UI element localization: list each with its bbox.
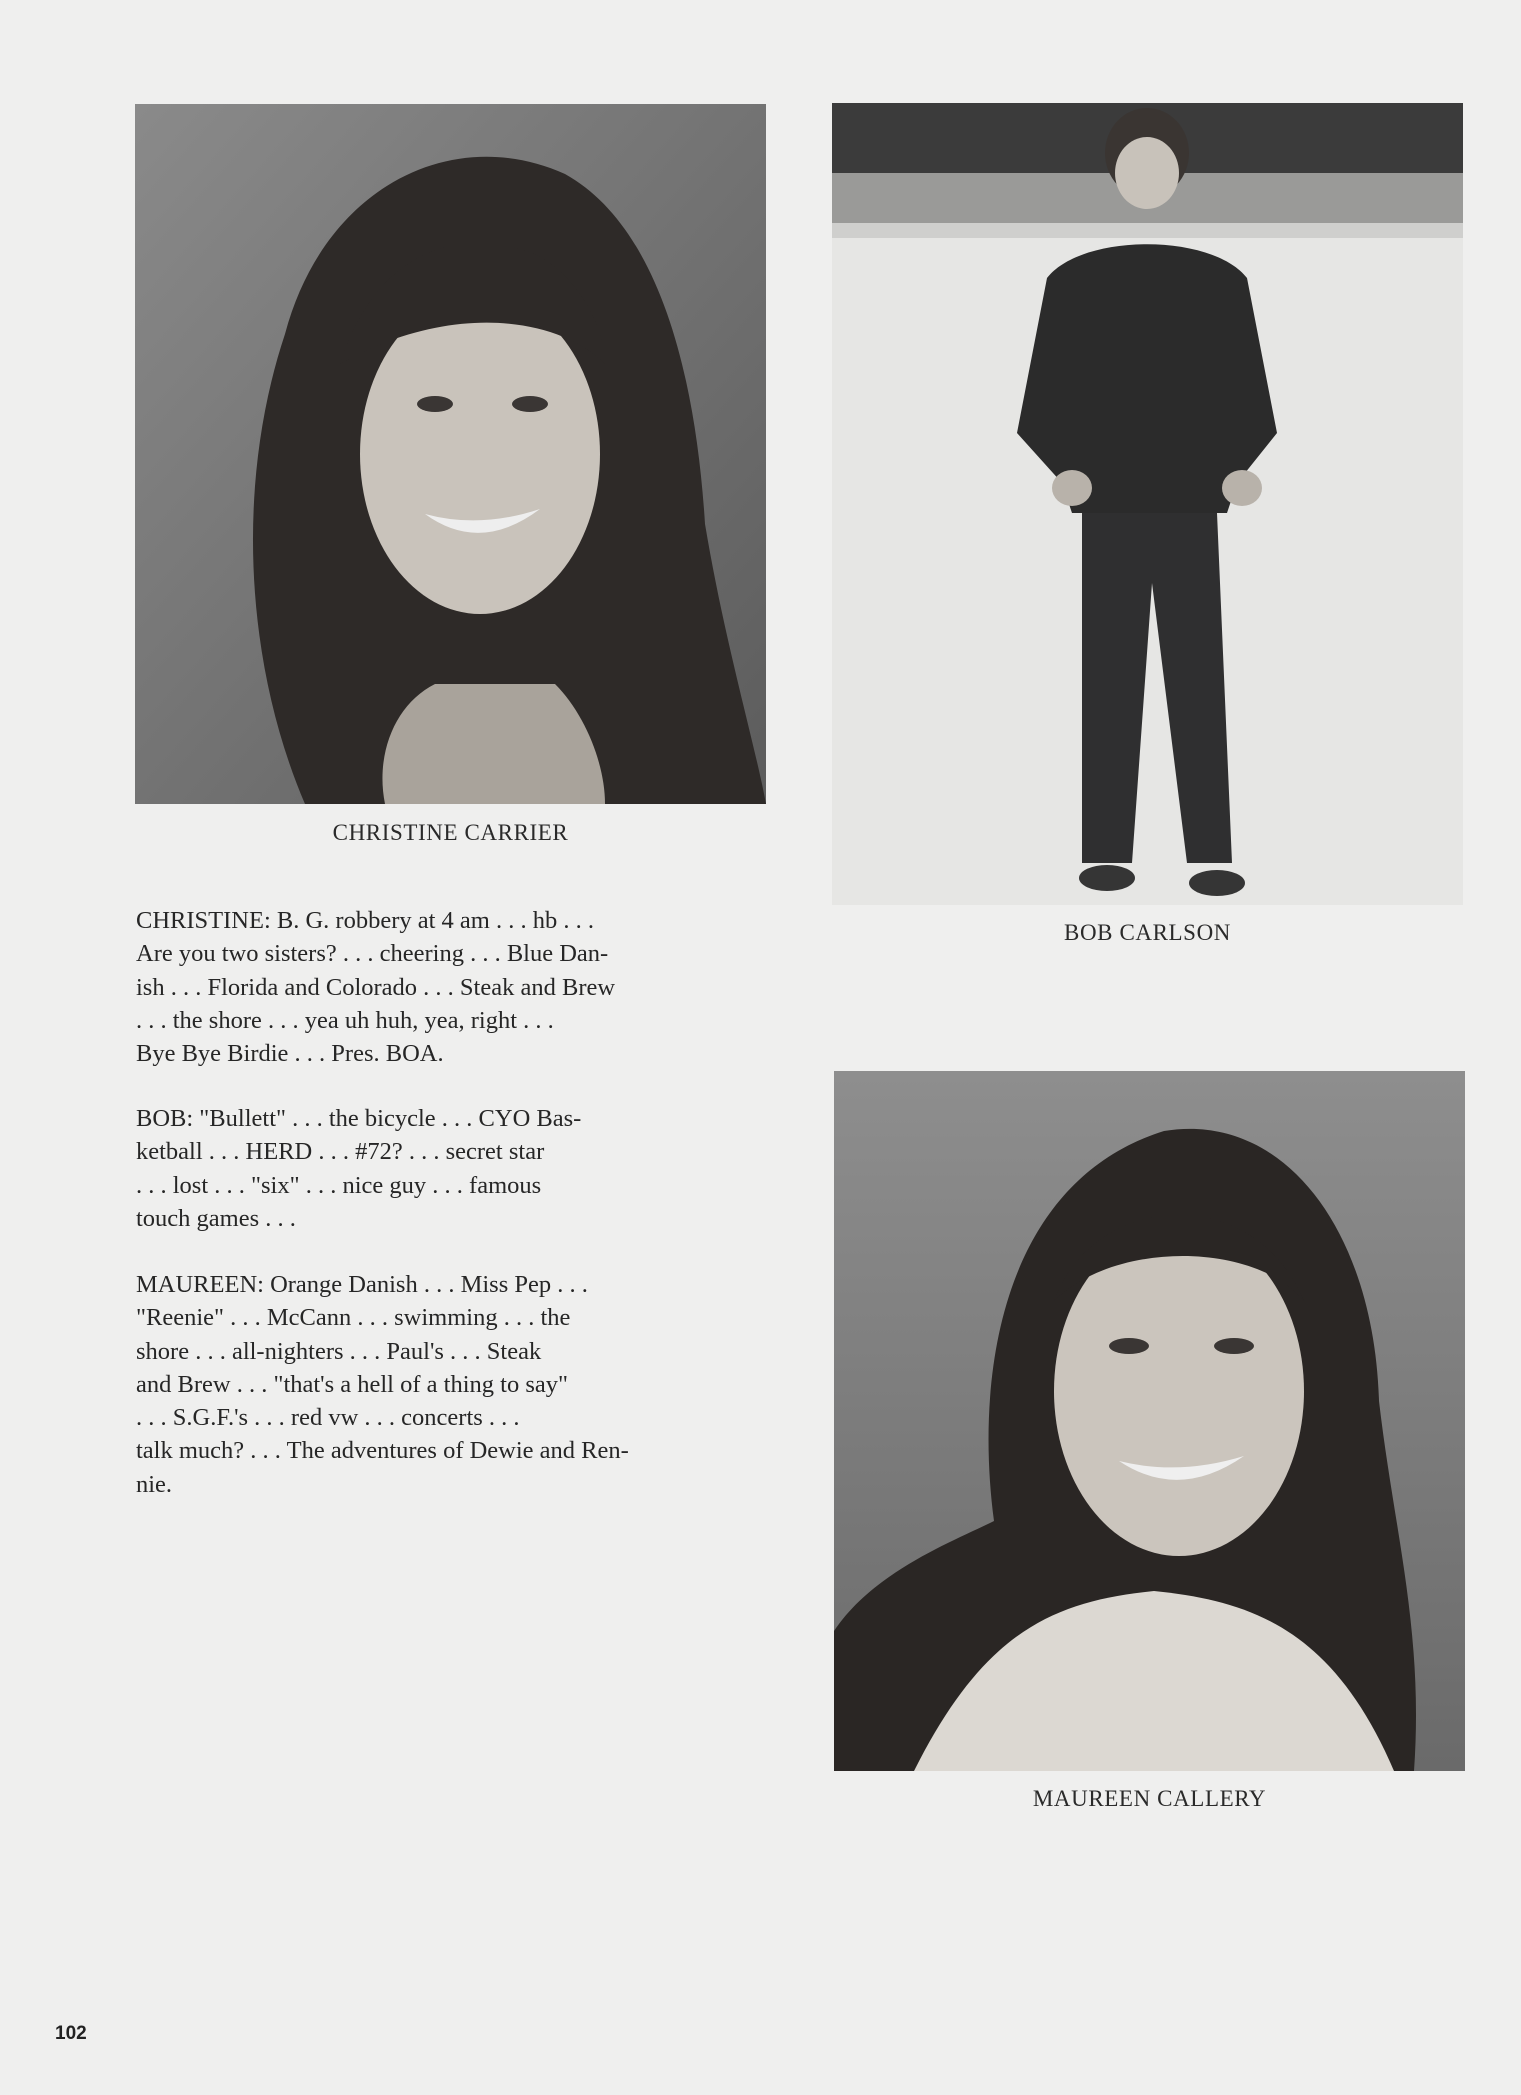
bio-line: shore . . . all-nighters . . . Paul's . . . Steak xyxy=(136,1337,542,1365)
bio-line: . . . lost . . . "six" . . . nice guy . . . famous xyxy=(136,1171,542,1199)
bio-line: . . . S.G.F.'s . . . red vw . . . concerts . . . xyxy=(136,1404,520,1432)
bio-line: . . . the shore . . . yea uh huh, yea, right . . . xyxy=(136,1006,554,1034)
caption-christine-carrier: CHRISTINE CARRIER xyxy=(332,820,569,845)
bio-line: and Brew . . . "that's a hell of a thing to say" xyxy=(136,1370,568,1398)
bio-bob xyxy=(136,1102,776,1235)
bio-line: talk much? . . . The adventures of Dewie and Ren- xyxy=(136,1437,629,1465)
bio-line: ish . . . Florida and Colorado . . . Steak and Brew xyxy=(136,973,616,1001)
caption-bob-carlson: BOB CARLSON xyxy=(1064,920,1231,945)
bio-maureen xyxy=(136,1268,776,1501)
bio-line: MAUREEN: Orange Danish . . . Miss Pep . . . xyxy=(136,1271,588,1298)
portrait-maureen-callery xyxy=(834,1071,1465,1771)
bio-christine xyxy=(136,904,776,1070)
bio-line: CHRISTINE: B. G. robbery at 4 am . . . hb . . . xyxy=(136,907,594,934)
caption-maureen-callery: MAUREEN CALLERY xyxy=(1032,1786,1267,1811)
bio-line: Bye Bye Birdie . . . Pres. BOA. xyxy=(136,1040,444,1068)
bio-line: BOB: "Bullett" . . . the bicycle . . . CYO Bas- xyxy=(136,1105,582,1132)
portrait-christine-carrier xyxy=(135,104,766,804)
bio-line: "Reenie" . . . McCann . . . swimming . . . the xyxy=(136,1304,571,1332)
photo-bob-carlson xyxy=(832,103,1463,905)
page-number: 102 xyxy=(55,2023,87,2044)
bio-line: ketball . . . HERD . . . #72? . . . secret star xyxy=(136,1138,545,1166)
bio-line: nie. xyxy=(136,1470,173,1498)
bio-line: Are you two sisters? . . . cheering . . . Blue Dan- xyxy=(136,940,609,968)
bio-line: touch games . . . xyxy=(136,1204,296,1232)
